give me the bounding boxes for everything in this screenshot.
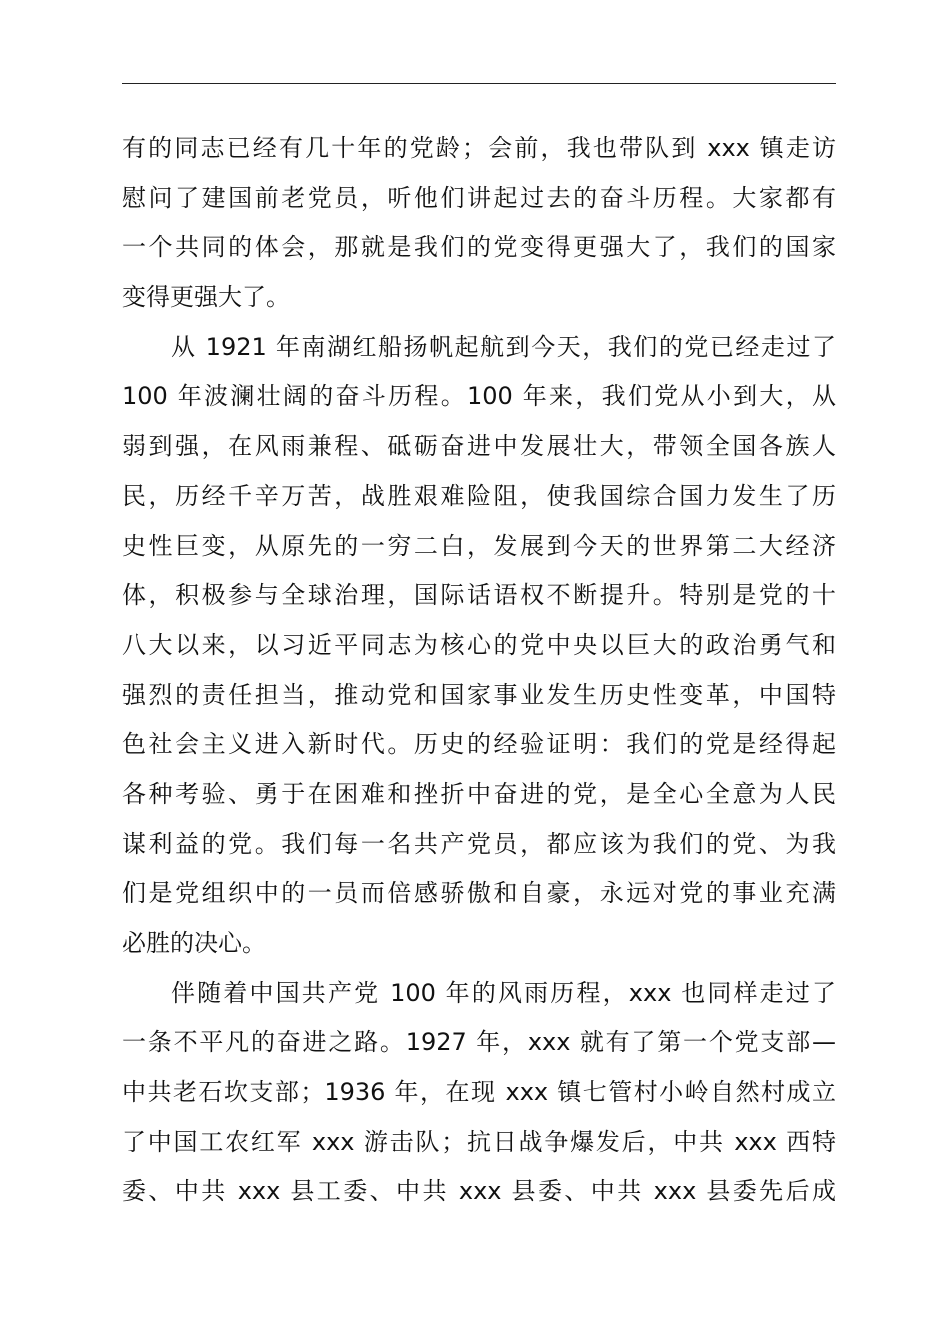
text-line: 一条不平凡的奋进之路。1927 年，xxx 就有了第一个党支部—: [122, 1028, 836, 1057]
text-line: 有的同志已经有几十年的党龄；会前，我也带队到 xxx 镇走访: [122, 134, 836, 162]
text-line: 八大以来，以习近平同志为核心的党中央以巨大的政治勇气和: [122, 630, 836, 659]
text-line: 必胜的决心。: [122, 929, 266, 957]
text-line: 弱到强，在风雨兼程、砥砺奋进中发展壮大，带领全国各族人: [122, 432, 836, 461]
text-line: 民，历经千辛万苦，战胜艰难险阻，使我国综合国力发生了历: [122, 481, 836, 510]
header-rule: [122, 83, 836, 84]
text-line: 从 1921 年南湖红船扬帆起航到今天，我们的党已经走过了: [171, 332, 836, 361]
text-line: 谋利益的党。我们每一名共产党员，都应该为我们的党、为我: [122, 829, 836, 858]
text-line: 伴随着中国共产党 100 年的风雨历程，xxx 也同样走过了: [171, 978, 836, 1007]
text-line: 体，积极参与全球治理，国际话语权不断提升。特别是党的十: [122, 581, 836, 610]
text-line: 强烈的责任担当，推动党和国家事业发生历史性变革，中国特: [122, 680, 836, 709]
text-line: 委、中共 xxx 县工委、中共 xxx 县委、中共 xxx 县委先后成: [122, 1177, 836, 1206]
text-line: 色社会主义进入新时代。历史的经验证明：我们的党是经得起: [122, 730, 836, 759]
paragraph-2: [122, 323, 836, 969]
text-line: 中共老石坎支部；1936 年，在现 xxx 镇七管村小岭自然村成立: [122, 1078, 836, 1107]
text-line: 史性巨变，从原先的一穷二白，发展到今天的世界第二大经济: [122, 531, 836, 560]
text-line: 各种考验、勇于在困难和挫折中奋进的党，是全心全意为人民: [122, 779, 836, 808]
text-line: 们是党组织中的一员而倍感骄傲和自豪，永远对党的事业充满: [122, 879, 836, 908]
paragraph-3: [122, 969, 836, 1217]
text-line: 变得更强大了。: [122, 283, 290, 312]
text-line: 慰问了建国前老党员，听他们讲起过去的奋斗历程。大家都有: [122, 183, 836, 212]
text-line: 100 年波澜壮阔的奋斗历程。100 年来，我们党从小到大，从: [122, 382, 836, 411]
text-line: 了中国工农红军 xxx 游击队；抗日战争爆发后，中共 xxx 西特: [122, 1127, 836, 1156]
text-line: 一个共同的体会，那就是我们的党变得更强大了，我们的国家: [122, 233, 836, 262]
document-body: [122, 124, 836, 1217]
paragraph-1: [122, 124, 836, 323]
